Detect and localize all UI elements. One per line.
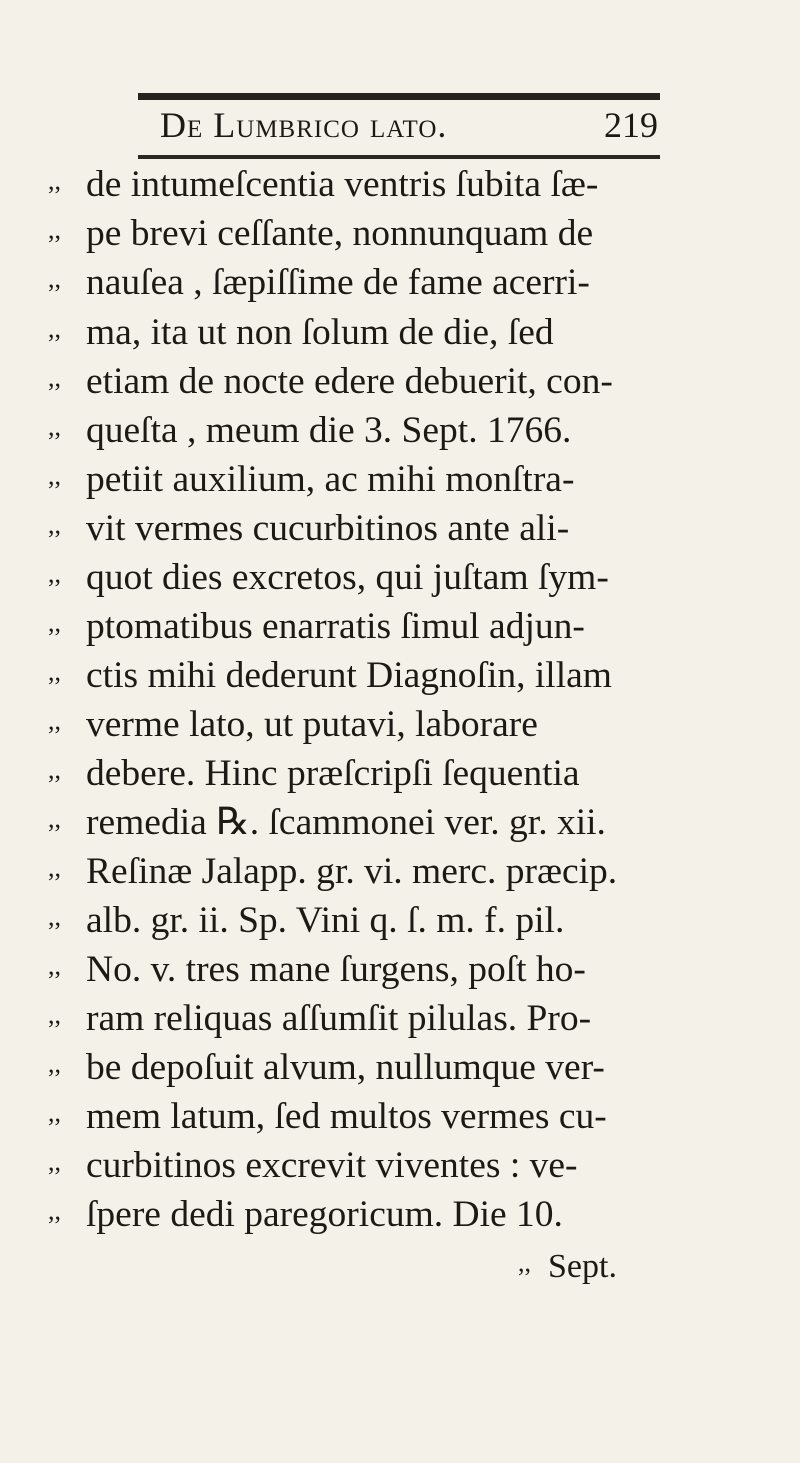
line-text: etiam de nocte edere debuerit, con- — [86, 361, 613, 402]
quote-mark: ,, — [48, 1098, 61, 1127]
text-line — [48, 946, 586, 994]
catchword — [518, 1243, 617, 1291]
quote-mark: ,, — [48, 1049, 61, 1078]
quote-mark: ,, — [48, 1196, 61, 1225]
quote-mark: ,, — [48, 363, 61, 392]
text-line — [48, 210, 593, 258]
line-text: quot dies excretos, qui juſtam ſym- — [86, 557, 609, 598]
text-line — [48, 161, 598, 209]
line-text: ram reliquas aſſumſit pilulas. Pro- — [86, 998, 592, 1039]
catchword-text: Sept. — [548, 1248, 617, 1285]
quote-mark: ,, — [48, 412, 61, 441]
line-text: ptomatibus enarratis ſimul adjun- — [86, 606, 585, 647]
header-rule-top — [138, 93, 660, 100]
text-line — [48, 995, 591, 1043]
text-line — [48, 1093, 607, 1141]
quote-mark: ,, — [48, 853, 61, 882]
line-text: de intumeſcentia ventris ſubita ſæ- — [86, 164, 599, 205]
text-line — [48, 1142, 578, 1190]
quote-mark: ,, — [48, 755, 61, 784]
text-line — [48, 848, 617, 896]
line-text: alb. gr. ii. Sp. Vini q. ſ. m. f. pil. — [86, 900, 565, 941]
quote-mark: ,, — [48, 657, 61, 686]
quote-mark: ,, — [518, 1248, 531, 1277]
text-line — [48, 701, 538, 749]
running-head — [160, 104, 660, 152]
text-line — [48, 456, 574, 504]
line-text: ma, ita ut non ſolum de die, ſed — [86, 312, 554, 353]
running-head-title: De Lumbrico lato. — [160, 105, 448, 145]
quote-mark: ,, — [48, 559, 61, 588]
text-line — [48, 603, 585, 651]
quote-mark: ,, — [48, 264, 61, 293]
line-text: be depoſuit alvum, nullumque ver- — [86, 1047, 605, 1088]
line-text: petiit auxilium, ac mihi monſtra- — [86, 459, 575, 500]
text-line — [48, 554, 609, 602]
line-text: debere. Hinc præſcripſi ſequentia — [86, 753, 580, 794]
line-text: ctis mihi dederunt Diagnoſin, illam — [86, 655, 612, 696]
quote-mark: ,, — [48, 608, 61, 637]
line-text: queſta , meum die 3. Sept. 1766. — [86, 410, 572, 451]
line-text: curbitinos excrevit viventes : ve- — [86, 1145, 578, 1186]
quote-mark: ,, — [48, 1000, 61, 1029]
quote-mark: ,, — [48, 215, 61, 244]
text-line — [48, 652, 612, 700]
quote-mark: ,, — [48, 902, 61, 931]
line-text: No. v. tres mane ſurgens, poſt ho- — [86, 949, 586, 990]
line-text: Reſinæ Jalapp. gr. vi. merc. præcip. — [86, 851, 618, 892]
header-rule-bottom — [138, 155, 660, 159]
line-text: pe brevi ceſſante, nonnunquam de — [86, 213, 594, 254]
quote-mark: ,, — [48, 166, 61, 195]
quote-mark: ,, — [48, 510, 61, 539]
quote-mark: ,, — [48, 804, 61, 833]
text-line — [48, 1044, 605, 1092]
quote-mark: ,, — [48, 461, 61, 490]
text-line — [48, 259, 590, 307]
line-text: remedia ℞. ſcammonei ver. gr. xii. — [86, 802, 606, 843]
text-line — [48, 897, 564, 945]
line-text: verme lato, ut putavi, laborare — [86, 704, 538, 745]
text-line — [48, 505, 569, 553]
page-number: 219 — [604, 105, 658, 145]
text-line — [48, 1191, 563, 1239]
text-line — [48, 799, 606, 847]
text-line — [48, 358, 613, 406]
quote-mark: ,, — [48, 706, 61, 735]
quote-mark: ,, — [48, 314, 61, 343]
quote-mark: ,, — [48, 951, 61, 980]
text-line — [48, 750, 580, 798]
line-text: mem latum, ſed multos vermes cu- — [86, 1096, 607, 1137]
text-line — [48, 309, 554, 357]
line-text: ſpere dedi paregoricum. Die 10. — [86, 1194, 563, 1235]
line-text: vit vermes cucurbitinos ante ali- — [86, 508, 570, 549]
quote-mark: ,, — [48, 1147, 61, 1176]
text-line — [48, 407, 571, 455]
line-text: nauſea , ſæpiſſime de fame acerri- — [86, 262, 590, 303]
